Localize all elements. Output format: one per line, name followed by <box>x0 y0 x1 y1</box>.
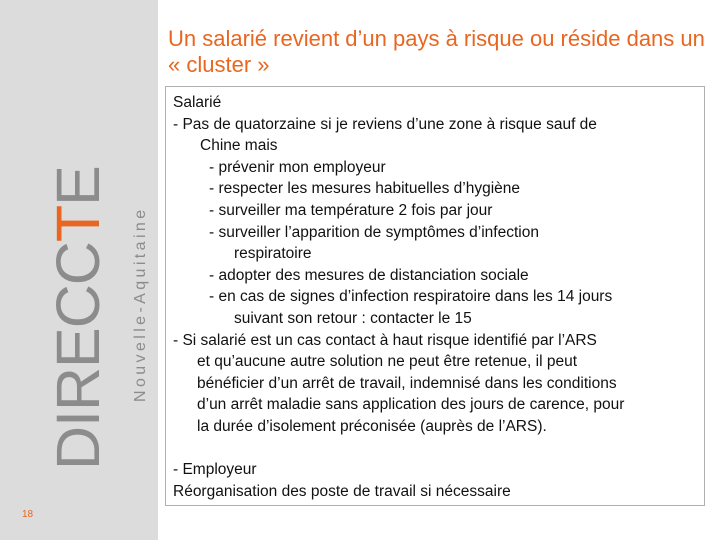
page-number: 18 <box>22 509 34 520</box>
content-line: la durée d’isolement préconisée (auprès de l’ARS). <box>197 418 547 435</box>
content-line: - adopter des mesures de distanciation sociale <box>209 266 529 284</box>
content-heading: Salarié <box>173 94 222 111</box>
content-line: - Pas de quatorzaine si je reviens d’une zone à risque sauf de <box>173 115 597 133</box>
content-line: - Employeur <box>173 461 257 479</box>
content-line: Chine mais <box>200 137 278 155</box>
slide-title: Un salarié revient d’un pays à risque ou réside dans un « cluster » <box>168 26 705 77</box>
brand-logo <box>44 166 112 470</box>
content-box <box>165 86 705 506</box>
content-line: bénéficier d’un arrêt de travail, indemnisé dans les conditions <box>197 374 617 392</box>
content-line: - Si salarié est un cas contact à haut risque identifié par l’ARS <box>173 331 597 349</box>
content-line: Réorganisation des poste de travail si nécessaire <box>173 482 511 500</box>
region-label: Nouvelle-Aquitaine <box>132 206 149 402</box>
content-line: - respecter les mesures habituelles d’hygiène <box>209 180 521 198</box>
sidebar <box>0 0 158 540</box>
brand-accent-letter: T <box>44 205 112 243</box>
content-line: et qu’aucune autre solution ne peut être retenue, il peut <box>197 353 578 371</box>
content-line: suivant son retour : contacter le 15 <box>234 310 472 327</box>
brand-suffix: E <box>44 166 112 206</box>
content-line: d’un arrêt maladie sans application des jours de carence, pour <box>197 396 625 414</box>
content-line: - surveiller ma température 2 fois par jour <box>209 202 493 219</box>
content-line: - en cas de signes d’infection respiratoire dans les 14 jours <box>209 288 613 306</box>
content-line: respiratoire <box>234 245 312 263</box>
content-line: - surveiller l’apparition de symptômes d’infection <box>209 223 539 241</box>
content-line: - prévenir mon employeur <box>209 158 386 176</box>
brand-prefix: DIRECC <box>44 242 112 470</box>
